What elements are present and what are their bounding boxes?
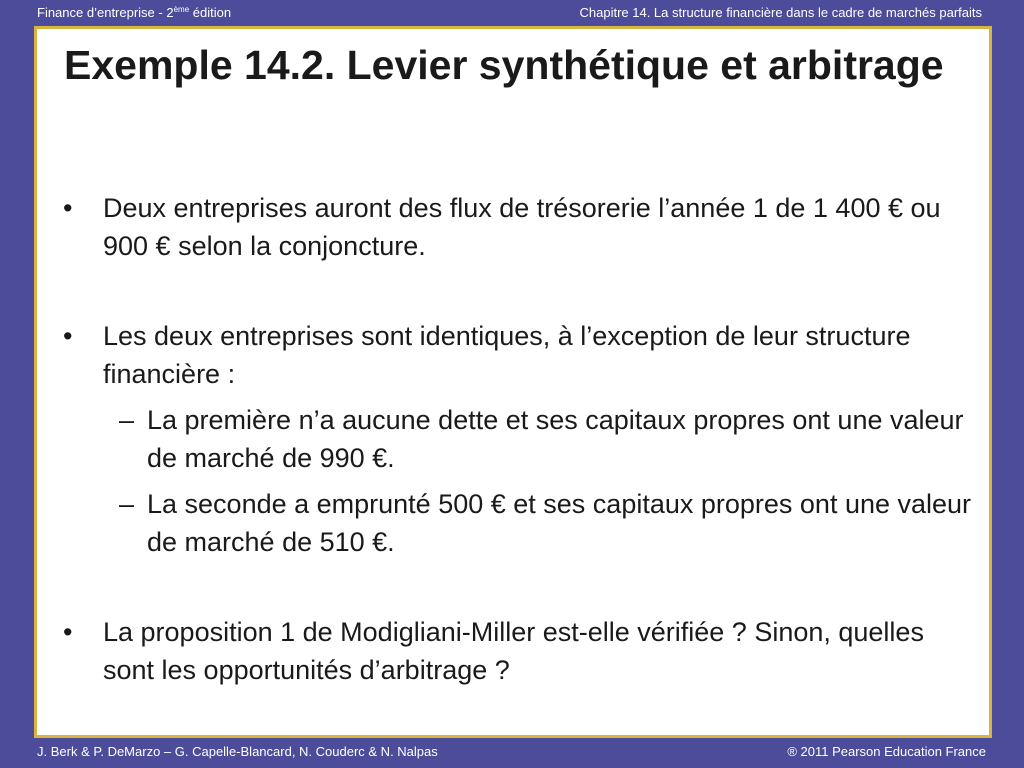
sub-bullet-text: La première n’a aucune dette et ses capitaux propres ont une valeur de marché de 990 €. <box>147 405 964 473</box>
bullet-marker: • <box>63 617 73 647</box>
bullet-text: La proposition 1 de Modigliani-Miller est-elle vérifiée ? Sinon, quelles sont les opportunités d’arbitrage ? <box>103 617 924 685</box>
sub-bullet-item <box>63 485 973 561</box>
slide-content <box>63 189 973 689</box>
dash-marker: – <box>119 489 135 519</box>
dash-marker: – <box>119 405 135 435</box>
bullet-marker: • <box>63 193 73 223</box>
bullet-item <box>63 613 973 689</box>
authors-footer: J. Berk & P. DeMarzo – G. Capelle-Blancard, N. Couderc & N. Nalpas <box>37 744 438 759</box>
bullet-item <box>63 317 973 393</box>
bullet-text: Deux entreprises auront des flux de trésorerie l’année 1 de 1 400 € ou 900 € selon la conjoncture. <box>103 193 941 261</box>
header-bar <box>0 0 1024 26</box>
bullet-marker: • <box>63 321 73 351</box>
chapter-title: Chapitre 14. La structure financière dans le cadre de marchés parfaits <box>579 5 982 20</box>
book-title: Finance d’entreprise - 2ème édition <box>37 5 232 20</box>
slide-frame <box>34 26 992 738</box>
bullet-text: Les deux entreprises sont identiques, à l’exception de leur structure financière : <box>103 321 911 389</box>
copyright-footer: ® 2011 Pearson Education France <box>787 744 986 759</box>
sub-bullet-item <box>63 401 973 477</box>
slide-title: Exemple 14.2. Levier synthétique et arbitrage <box>64 42 944 88</box>
sub-bullet-text: La seconde a emprunté 500 € et ses capitaux propres ont une valeur de marché de 510 €. <box>147 489 972 557</box>
bullet-item <box>63 189 973 265</box>
edition-superscript: ème <box>173 5 190 14</box>
